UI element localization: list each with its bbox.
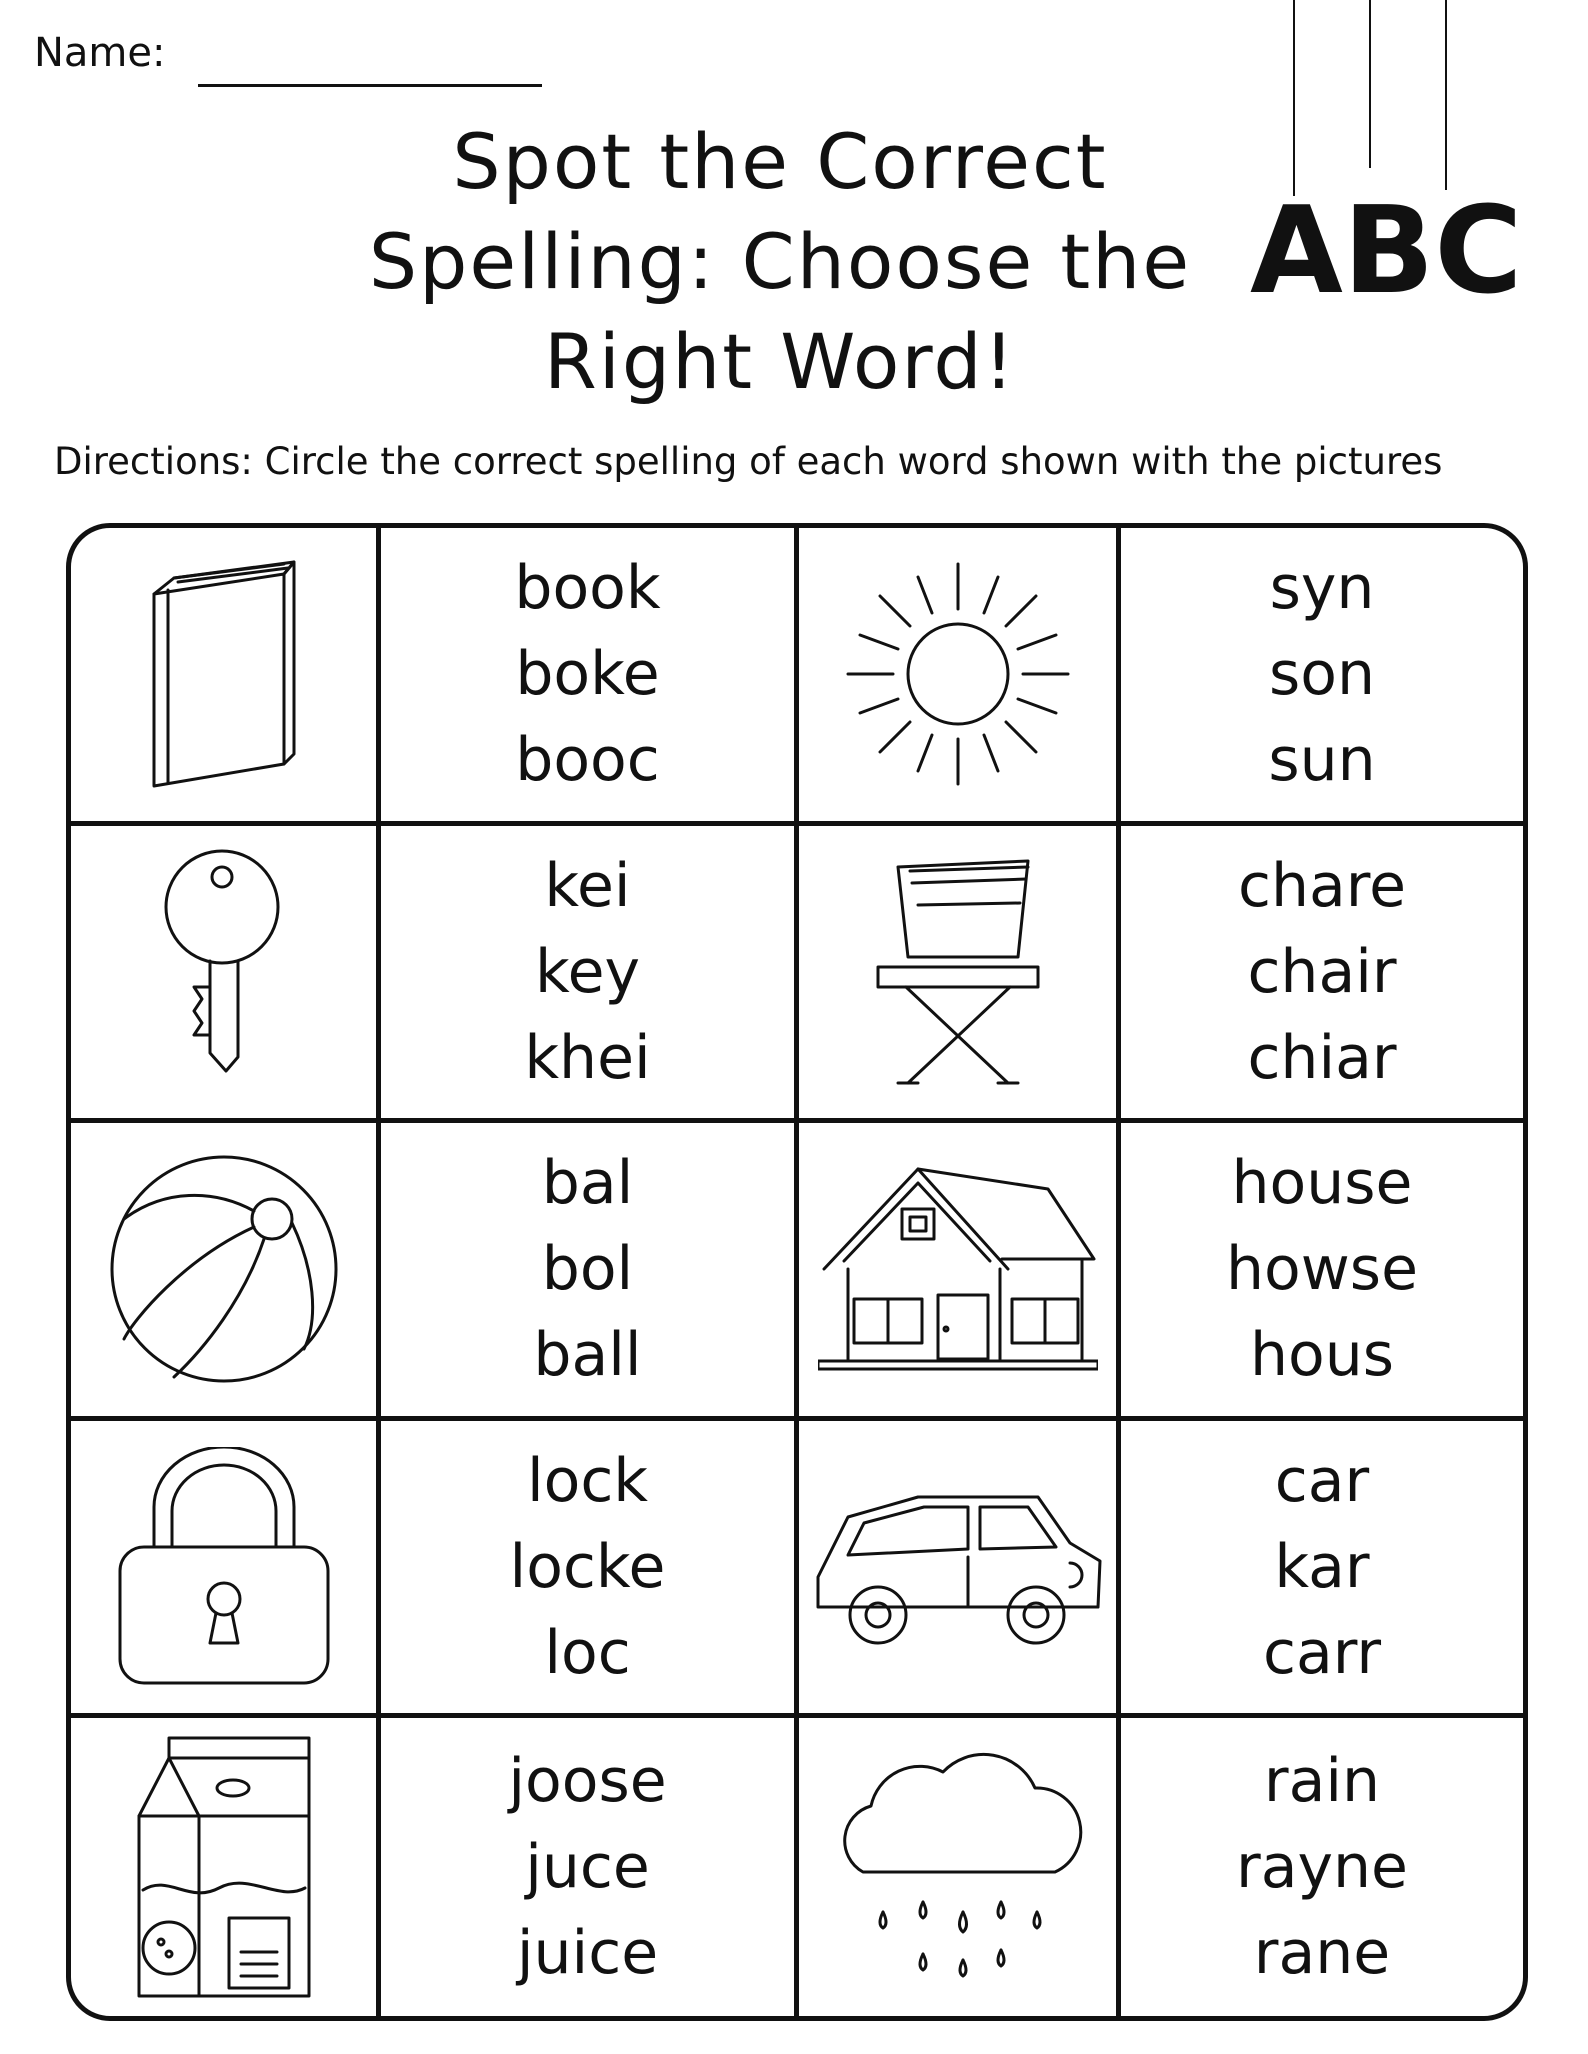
word-option[interactable]: bol xyxy=(541,1234,634,1305)
abc-letters: ABC xyxy=(1250,182,1523,320)
word-option[interactable]: son xyxy=(1269,639,1375,710)
word-option[interactable]: joose xyxy=(508,1746,667,1817)
book-icon xyxy=(134,554,314,794)
picture-cell xyxy=(71,1123,381,1421)
word-option[interactable]: bal xyxy=(541,1148,634,1219)
word-option[interactable]: juce xyxy=(525,1832,650,1903)
directions-text: Directions: Circle the correct spelling of each word shown with the pictures xyxy=(54,440,1443,483)
word-options xyxy=(1121,528,1523,826)
word-option[interactable]: juice xyxy=(516,1918,659,1989)
word-option[interactable]: syn xyxy=(1269,553,1375,624)
word-option[interactable]: chare xyxy=(1237,850,1407,921)
word-option[interactable]: ball xyxy=(533,1320,642,1391)
word-option[interactable]: chair xyxy=(1247,936,1397,1007)
car-icon xyxy=(808,1477,1108,1657)
word-option[interactable]: rane xyxy=(1253,1918,1391,1989)
title-line: Right Word! xyxy=(543,317,1017,406)
name-label: Name: xyxy=(34,30,166,76)
picture-cell xyxy=(71,528,381,826)
word-option[interactable]: kar xyxy=(1274,1532,1370,1603)
abc-decoration xyxy=(1230,0,1530,320)
picture-cell xyxy=(71,826,381,1124)
rain-icon xyxy=(823,1742,1093,1992)
title-line: Spot the Correct xyxy=(452,117,1108,206)
word-grid xyxy=(66,523,1528,2021)
picture-cell xyxy=(799,528,1121,826)
title-line: Spelling: Choose the xyxy=(368,217,1192,306)
word-options xyxy=(381,528,799,826)
name-line[interactable] xyxy=(198,84,542,87)
word-option[interactable]: locke xyxy=(509,1532,666,1603)
word-option[interactable]: kei xyxy=(544,850,631,921)
word-option[interactable]: house xyxy=(1231,1148,1413,1219)
word-option[interactable]: book xyxy=(514,553,661,624)
word-option[interactable]: carr xyxy=(1262,1618,1382,1689)
word-option[interactable]: sun xyxy=(1268,725,1376,796)
word-option[interactable]: loc xyxy=(544,1618,631,1689)
picture-cell xyxy=(799,1123,1121,1421)
word-option[interactable]: rain xyxy=(1263,1746,1381,1817)
word-option[interactable]: car xyxy=(1274,1446,1370,1517)
word-option[interactable]: rayne xyxy=(1236,1832,1408,1903)
word-options xyxy=(381,1421,799,1719)
word-options xyxy=(381,826,799,1124)
juice-icon xyxy=(129,1732,319,2002)
page-title xyxy=(350,112,1210,412)
word-options xyxy=(1121,1718,1523,2016)
word-option[interactable]: key xyxy=(534,936,641,1007)
word-option[interactable]: khei xyxy=(524,1022,651,1093)
sun-icon xyxy=(828,549,1088,799)
lock-icon xyxy=(114,1447,334,1687)
word-option[interactable]: boke xyxy=(515,639,660,710)
picture-cell xyxy=(799,1421,1121,1719)
ball-icon xyxy=(104,1149,344,1389)
word-option[interactable]: hous xyxy=(1249,1320,1395,1391)
word-option[interactable]: chiar xyxy=(1247,1022,1397,1093)
key-icon xyxy=(144,847,304,1097)
chair-icon xyxy=(858,847,1058,1097)
word-options xyxy=(1121,1421,1523,1719)
picture-cell xyxy=(799,826,1121,1124)
word-options xyxy=(1121,1123,1523,1421)
picture-cell xyxy=(71,1718,381,2016)
word-options xyxy=(381,1718,799,2016)
picture-cell xyxy=(71,1421,381,1719)
word-option[interactable]: booc xyxy=(515,725,660,796)
word-option[interactable]: lock xyxy=(526,1446,649,1517)
house-icon xyxy=(818,1149,1098,1389)
word-options xyxy=(381,1123,799,1421)
picture-cell xyxy=(799,1718,1121,2016)
word-options xyxy=(1121,826,1523,1124)
word-option[interactable]: howse xyxy=(1226,1234,1418,1305)
